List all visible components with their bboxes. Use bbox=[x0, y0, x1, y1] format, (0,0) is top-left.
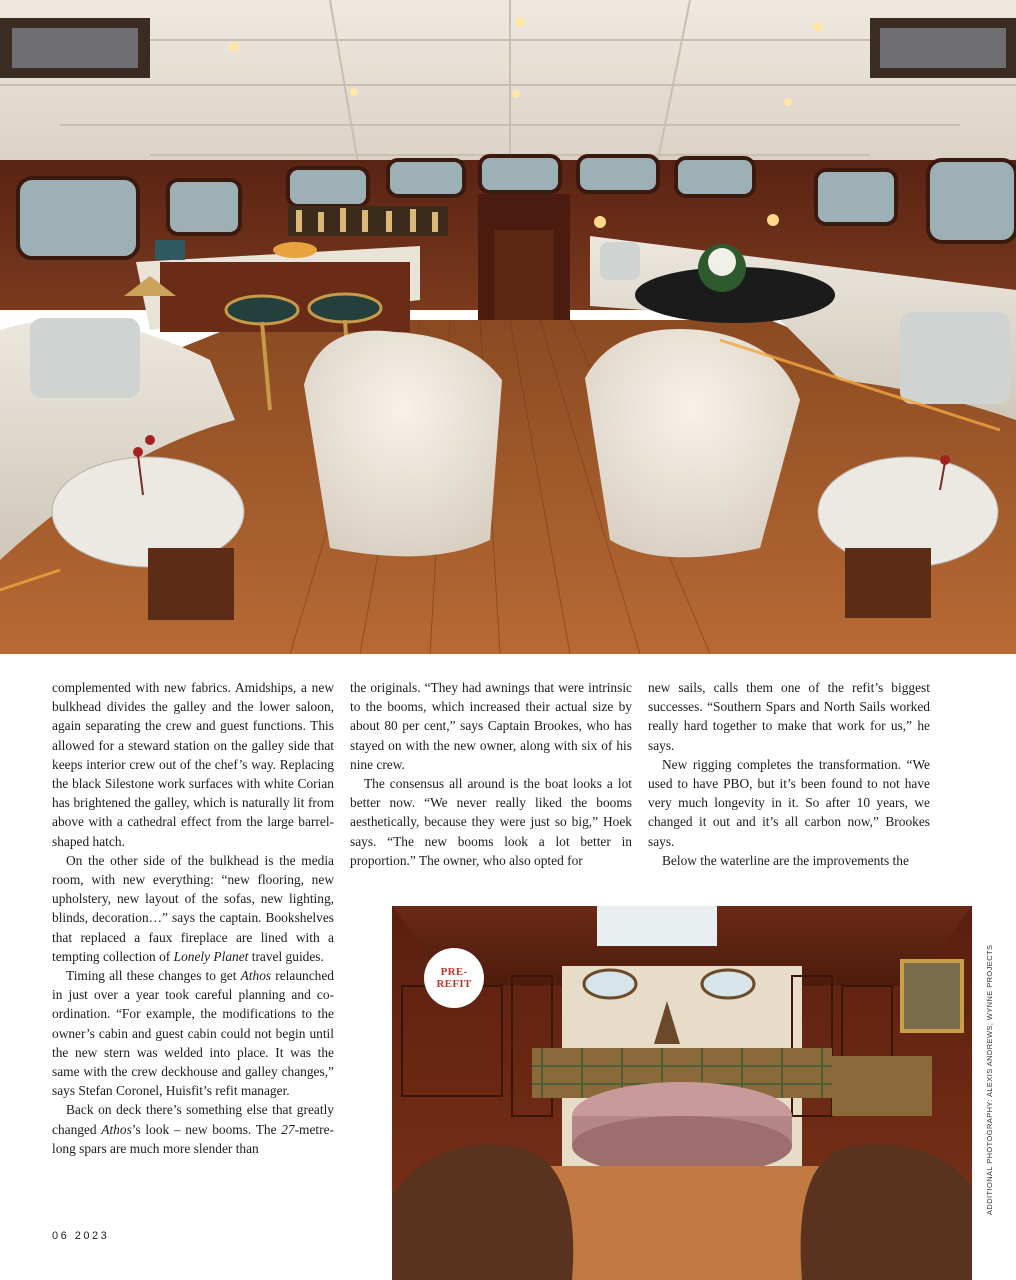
pre-refit-badge: PRE- REFIT bbox=[424, 948, 484, 1008]
paragraph: The consensus all around is the boat looks a lot better now. “We never really liked the booms aesthetically, because they were just so big,” Hoek says. “The new booms look a lot better in proportion.” The owner, who also opted for bbox=[350, 776, 632, 868]
paragraph: Below the waterline are the improvements the bbox=[662, 852, 909, 868]
paragraph: Back on deck there’s something else that greatly changed Athos’s look – new booms. The 27-metre-long spars are much more slender than bbox=[52, 1102, 334, 1156]
article-column-3 bbox=[648, 678, 930, 870]
article-column-2 bbox=[350, 678, 632, 870]
page-folio: 06 2023 bbox=[52, 1230, 110, 1242]
paragraph: the originals. “They had awnings that were intrinsic to the booms, which increased their actual size by about 80 per cent,” says Captain Brookes, who has stayed on with the new owner, along with six of his nine crew. bbox=[350, 680, 632, 772]
photo-credit: ADDITIONAL PHOTOGRAPHY: ALEXIS ANDREWS; WYNNE PROJECTS bbox=[985, 944, 994, 1215]
article-column-1 bbox=[52, 678, 334, 1158]
paragraph: complemented with new fabrics. Amidships, a new bulkhead divides the galley and the lower saloon, again separating the crew and guest functions. This allowed for a steward station on the galley side that keeps interior crew out of the chef’s way. Replacing the black Silestone work surfaces with white Corian has brightened the galley, which is naturally lit from above with a cathedral effect from the large barrel-shaped hatch. bbox=[52, 680, 334, 849]
paragraph: new sails, calls them one of the refit’s biggest successes. “Southern Spars and North Sails worked really hard together to make that work for us,” he says. bbox=[648, 680, 930, 753]
paragraph: New rigging completes the transformation. “We used to have PBO, but it’s been found to not have very much longevity in it. So after 10 years, we changed it out and it’s all carbon now,” Brookes says. bbox=[648, 756, 930, 849]
paragraph: Timing all these changes to get Athos relaunched in just over a year took careful planning and co-ordination. “For example, the modifications to the owner’s cabin and guest cabin could not begin until the new stern was welded into place. It was the same with the crew deckhouse and galley changes,” says Stefan Coronel, Huisfit’s refit manager. bbox=[52, 968, 334, 1099]
paragraph: On the other side of the bulkhead is the media room, with new everything: “new flooring, new upholstery, new layout of the sofas, new lighting, blinds, decoration…” says the captain. Bookshelves that replaced a faux fireplace are lined with a tempting collection of Lonely Planet travel guides. bbox=[52, 852, 334, 964]
